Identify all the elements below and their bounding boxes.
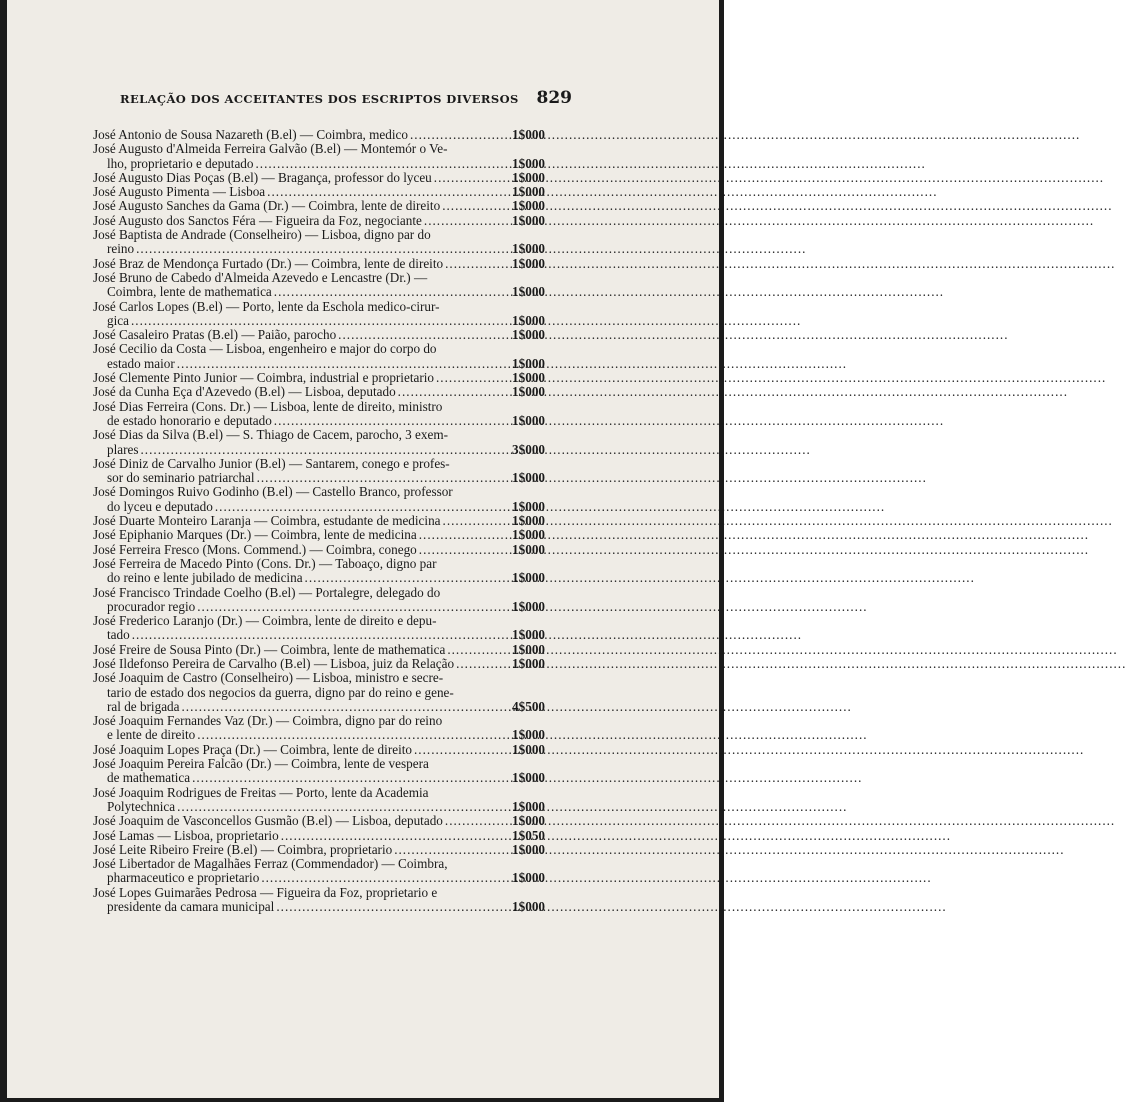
entry-text: José Ferreira de Macedo Pinto (Cons. Dr.) — Taboaço, digno par [93,555,437,571]
list-entry [93,171,545,185]
dot-leader [305,571,499,585]
entry-text: José Cecilio da Costa — Lisboa, engenheiro e major do corpo do [93,341,437,357]
entry-amount: 1$000 [512,627,545,643]
entry-text: estado maior [107,355,175,371]
dot-leader [281,829,499,843]
entry-text: José Clemente Pinto Junior — Coimbra, industrial e proprietario [93,370,434,386]
entry-text: José Lopes Guimarães Pedrosa — Figueira da Foz, proprietario e [93,884,438,900]
list-entry [93,371,545,385]
entry-text: José Joaquim Rodrigues de Freitas — Porto, lente da Academia [93,784,429,800]
entry-amount: 1$000 [512,870,545,886]
entry-continuation-line [93,900,545,914]
entry-line [93,829,545,843]
entry-text: procurador regio [107,598,196,614]
list-entry [93,671,545,714]
dot-leader [338,328,499,342]
dot-leader [274,414,499,428]
list-entry [93,228,545,257]
entry-line [93,300,545,314]
list-entry [93,886,545,915]
entry-continuation-line [93,571,545,585]
entry-line [93,843,545,857]
list-entry [93,400,545,429]
entry-line [93,328,545,342]
entry-amount: 1$000 [512,598,545,614]
list-entry [93,428,545,457]
entry-text: tado [107,627,130,643]
dot-leader [192,771,499,785]
entry-text: José Leite Ribeiro Freire (B.el) — Coimbra, proprietario [93,841,393,857]
entry-line [93,171,545,185]
entry-text: José Augusto dos Sanctos Féra — Figueira da Foz, negociante [93,212,422,228]
entry-line [93,786,545,800]
list-entry [93,586,545,615]
entry-amount: 1$000 [512,727,545,743]
entry-text: José Carlos Lopes (B.el) — Porto, lente da Eschola medico-cirur- [93,298,440,314]
entry-amount: 1$000 [512,312,545,328]
entry-text: José Diniz de Carvalho Junior (B.el) — Santarem, conego e profes- [93,455,450,471]
entry-amount: 1$000 [512,655,545,671]
scan-border-bottom [0,1098,724,1102]
dot-leader [398,385,499,399]
dot-leader [215,500,499,514]
entry-line [93,557,545,571]
list-entry [93,743,545,757]
list-entry [93,857,545,886]
entry-amount: 1$000 [512,513,545,529]
list-entry [93,300,545,329]
entry-text: Polytechnica [107,798,176,814]
entry-amount: 1$000 [512,241,545,257]
entry-line [93,657,545,671]
entry-continuation-line [93,771,545,785]
entry-line [93,457,545,471]
entry-amount: 1$000 [512,169,545,185]
entry-text: José Ildefonso Pereira de Carvalho (B.el) — Lisboa, juiz da Relação [93,655,455,671]
list-entry [93,814,545,828]
dot-leader [182,700,500,714]
scan-border-left [0,0,7,1102]
entry-text: José Epiphanio Marques (Dr.) — Coimbra, lente de medicina [93,527,417,543]
entry-text: presidente da camara municipal [107,899,275,915]
list-entry [93,385,545,399]
entry-continuation-line [93,628,545,642]
entry-amount: 1$000 [512,899,545,915]
entry-line [93,214,545,228]
dot-leader [141,443,500,457]
list-entry [93,557,545,586]
entry-line [93,714,545,728]
entry-line [93,257,545,271]
dot-leader [197,600,499,614]
entry-line [93,886,545,900]
entry-continuation-line [93,800,545,814]
entry-amount: 1$000 [512,212,545,228]
entry-text: plares [107,441,139,457]
entry-amount: 1$000 [512,770,545,786]
entry-continuation-line [93,285,545,299]
list-entry [93,457,545,486]
entry-line [93,743,545,757]
dot-leader [255,157,499,171]
entry-text: do reino e lente jubilado de medicina [107,570,303,586]
entry-amount: 1$050 [512,827,545,843]
entry-amount: 3$000 [512,441,545,457]
entry-continuation-line [93,314,545,328]
entry-continuation-line [93,157,545,171]
entry-line [93,199,545,213]
list-entry [93,643,545,657]
dot-leader [132,628,499,642]
list-entry [93,657,545,671]
entry-text: José Baptista de Andrade (Conselheiro) — Lisboa, digno par do [93,227,431,243]
entry-amount: 1$000 [512,184,545,200]
entry-text: e lente de direito [107,727,196,743]
entry-continuation-line [93,686,545,700]
entry-amount: 1$000 [512,470,545,486]
entry-text: gica [107,312,129,328]
dot-leader [177,800,499,814]
entry-text: José Domingos Ruivo Godinho (B.el) — Castello Branco, professor [93,484,453,500]
entry-amount: 1$000 [512,498,545,514]
dot-leader [177,357,499,371]
entry-text: José Augusto Sanches da Gama (Dr.) — Coimbra, lente de direito [93,198,441,214]
entry-line [93,428,545,442]
entry-text: José da Cunha Eça d'Azevedo (B.el) — Lisboa, deputado [93,384,396,400]
entry-line [93,342,545,356]
entry-amount: 1$000 [512,155,545,171]
list-entry [93,528,545,542]
entry-amount: 1$000 [512,412,545,428]
entry-text: José Braz de Mendonça Furtado (Dr.) — Coimbra, lente de direito [93,255,444,271]
entry-continuation-line [93,471,545,485]
entry-text: Coimbra, lente de mathematica [107,284,272,300]
list-entry [93,786,545,815]
entry-line [93,814,545,828]
list-entry [93,142,545,171]
entry-line [93,514,545,528]
entry-continuation-line [93,357,545,371]
dot-leader [436,371,499,385]
entry-continuation-line [93,443,545,457]
entry-line [93,528,545,542]
list-entry [93,843,545,857]
dot-leader [419,528,499,542]
entry-line [93,614,545,628]
entry-text: José Joaquim de Castro (Conselheiro) — Lisboa, ministro e secre- [93,670,444,686]
dot-leader [274,285,499,299]
dot-leader [424,214,499,228]
entry-amount: 1$000 [512,527,545,543]
entry-continuation-line [93,600,545,614]
entry-amount: 1$000 [512,641,545,657]
entry-text: José Bruno de Cabedo d'Almeida Azevedo e Lencastre (Dr.) — [93,269,428,285]
entry-amount: 1$000 [512,570,545,586]
entry-text: reino [107,241,135,257]
entry-text: de estado honorario e deputado [107,412,272,428]
dot-leader [410,128,499,142]
list-entry [93,185,545,199]
dot-leader [442,199,499,213]
entry-text: José Libertador de Magalhães Ferraz (Commendador) — Coimbra, [93,856,448,872]
entry-text: ral de brigada [107,698,180,714]
entry-amount: 1$000 [512,841,545,857]
entry-text: José Dias Ferreira (Cons. Dr.) — Lisboa, lente de direito, ministro [93,398,443,414]
entry-line [93,128,545,142]
entry-amount: 1$000 [512,355,545,371]
list-entry [93,714,545,743]
entry-text: José Ferreira Fresco (Mons. Commend.) — Coimbra, conego [93,541,417,557]
entry-line [93,543,545,557]
entry-text: lho, proprietario e deputado [107,155,254,171]
dot-leader [414,743,499,757]
list-entry [93,543,545,557]
entry-text: José Duarte Monteiro Laranja — Coimbra, estudante de medicina [93,513,441,529]
entry-continuation-line [93,871,545,885]
entry-text: tario de estado dos negocios da guerra, digno par do reino e gene- [107,684,454,700]
dot-leader [445,814,499,828]
entry-text: José Frederico Laranjo (Dr.) — Coimbra, lente de direito e depu- [93,613,437,629]
subscriber-list [93,128,545,914]
entry-amount: 1$000 [512,384,545,400]
dot-leader [445,257,499,271]
dot-leader [394,843,499,857]
entry-amount: 1$000 [512,284,545,300]
list-entry [93,829,545,843]
dot-leader [267,185,499,199]
dot-leader [447,643,499,657]
entry-amount: 1$000 [512,198,545,214]
entry-line [93,400,545,414]
list-entry [93,328,545,342]
entry-amount: 1$000 [512,255,545,271]
entry-text: José Augusto d'Almeida Ferreira Galvão (B.el) — Montemór o Ve- [93,141,448,157]
list-entry [93,342,545,371]
list-entry [93,514,545,528]
entry-line [93,643,545,657]
entry-continuation-line [93,700,545,714]
dot-leader [257,471,499,485]
entry-continuation-line [93,414,545,428]
entry-line [93,586,545,600]
entry-amount: 1$000 [512,327,545,343]
dot-leader [276,900,499,914]
dot-leader [443,514,499,528]
dot-leader [131,314,499,328]
entry-text: José Joaquim Fernandes Vaz (Dr.) — Coimbra, digno par do reino [93,713,443,729]
dot-leader [261,871,499,885]
entry-text: José Joaquim Lopes Praça (Dr.) — Coimbra, lente de direito [93,741,412,757]
entry-text: José Antonio de Sousa Nazareth (B.el) — Coimbra, medico [93,127,408,142]
dot-leader [136,242,499,256]
entry-continuation-line [93,242,545,256]
list-entry [93,214,545,228]
entry-line [93,757,545,771]
entry-line [93,271,545,285]
entry-line [93,185,545,199]
entry-amount: 1$000 [512,127,545,142]
entry-text: José Freire de Sousa Pinto (Dr.) — Coimbra, lente de mathematica [93,641,446,657]
entry-text: José Joaquim Pereira Falcão (Dr.) — Coimbra, lente de vespera [93,756,429,772]
entry-amount: 1$000 [512,741,545,757]
running-head: RELAÇÃO DOS ACCEITANTES DOS ESCRIPTOS DIVERSOS [120,92,519,106]
entry-text: José Casaleiro Pratas (B.el) — Paião, parocho [93,327,337,343]
entry-line [93,371,545,385]
entry-amount: 1$000 [512,370,545,386]
list-entry [93,257,545,271]
entry-text: José Augusto Pimenta — Lisboa [93,184,266,200]
entry-continuation-line [93,728,545,742]
entry-text: José Augusto Dias Poças (B.el) — Bragança, professor do lyceu [93,169,432,185]
list-entry [93,485,545,514]
entry-text: de mathematica [107,770,191,786]
entry-text: sor do seminario patriarchal [107,470,255,486]
entry-amount: 4$500 [512,698,545,714]
list-entry [93,128,545,142]
list-entry [93,614,545,643]
entry-line [93,228,545,242]
page-header [120,88,572,112]
entry-line [93,485,545,499]
entry-continuation-line [93,500,545,514]
list-entry [93,199,545,213]
dot-leader [419,543,499,557]
entry-amount: 1$000 [512,541,545,557]
dot-leader [197,728,499,742]
dot-leader [456,657,499,671]
entry-text: José Lamas — Lisboa, proprietario [93,827,279,843]
dot-leader [434,171,499,185]
entry-text: José Dias da Silva (B.el) — S. Thiago de Cacem, parocho, 3 exem- [93,427,448,443]
entry-line [93,385,545,399]
entry-text: pharmaceutico e proprietario [107,870,260,886]
page-number: 829 [536,88,572,108]
entry-line [93,857,545,871]
entry-text: José Joaquim de Vasconcellos Gusmão (B.el) — Lisboa, deputado [93,813,443,829]
entry-amount: 1$000 [512,798,545,814]
entry-text: do lyceu e deputado [107,498,213,514]
list-entry [93,271,545,300]
entry-text: José Francisco Trindade Coelho (B.el) — Portalegre, delegado do [93,584,441,600]
list-entry [93,757,545,786]
entry-amount: 1$000 [512,813,545,829]
entry-line [93,142,545,156]
entry-line [93,671,545,685]
